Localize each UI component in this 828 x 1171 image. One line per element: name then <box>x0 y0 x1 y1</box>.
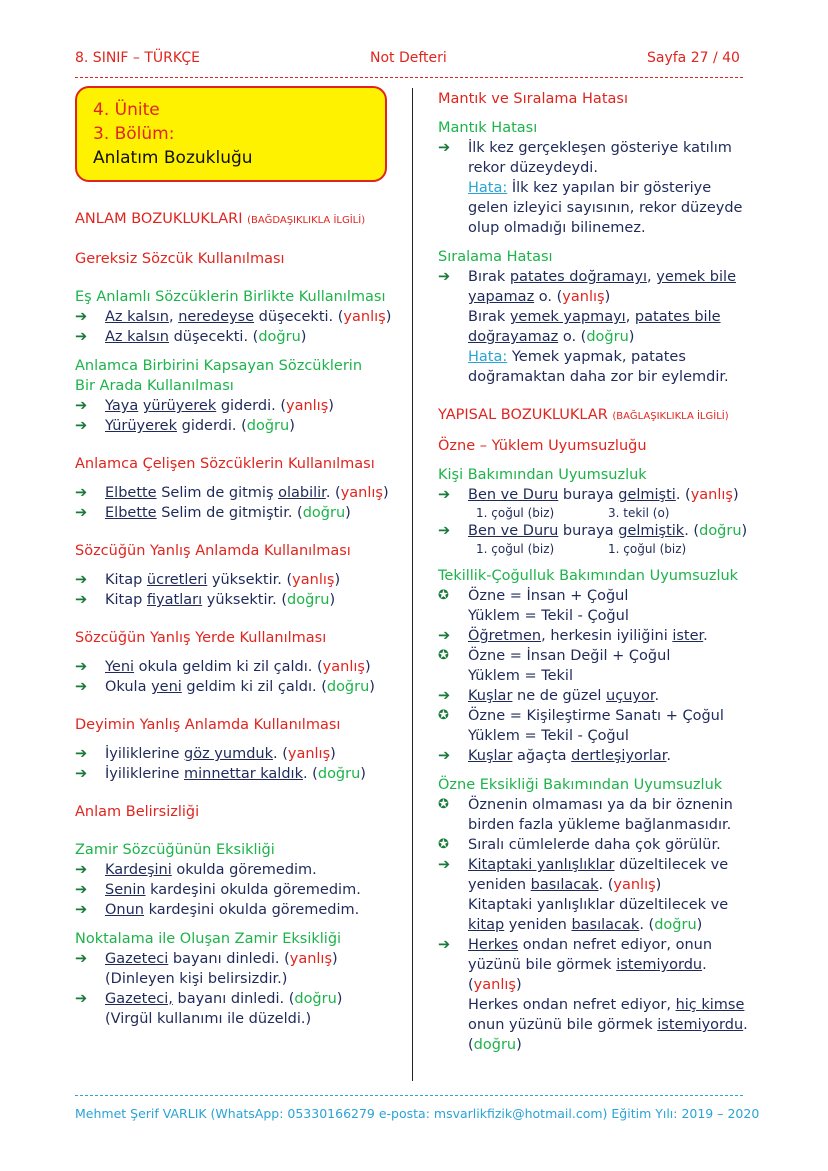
arrow-icon: ➔ <box>75 862 88 878</box>
arrow-icon: ➔ <box>438 269 451 285</box>
list-item: ➔ Senin kardeşini okulda göremedim. <box>75 882 361 898</box>
heading-gereksiz: Gereksiz Sözcük Kullanılması <box>75 251 285 267</box>
list-item: ➔ Gazeteci bayanı dinledi. (yanlış) (Dinleyen kişi belirsizdir.) <box>75 951 338 987</box>
arrow-icon: ➔ <box>438 487 451 503</box>
arrow-icon: ➔ <box>438 748 451 764</box>
heading-mantik-siralama: Mantık ve Sıralama Hatası <box>438 91 628 107</box>
list-item: ➔ Kitaptaki yanlışlıklar düzeltilecek ve yeniden basılacak. (yanlış) Kitaptaki yanlışlıklar düzeltilecek ve kitap yeniden basılacak. (doğru) <box>438 857 729 933</box>
list-item: ➔ Ben ve Duru buraya gelmiştik. (doğru) <box>438 523 748 539</box>
list-item: ➔ Yeni okula geldim ki zil çaldı. (yanlış) <box>75 659 371 675</box>
heading-deyim: Deyimin Yanlış Anlamda Kullanılması <box>75 717 341 733</box>
list-item: ➔ İyiliklerine minnettar kaldık. (doğru) <box>75 766 366 782</box>
heading-ozne-yuklem: Özne – Yüklem Uyumsuzluğu <box>438 438 647 454</box>
list-item: ➔ İlk kez gerçekleşen gösteriye katılım rekor düzeydeydi. Hata: İlk kez yapılan bir gösteriye gelen izleyici sayısının, rekor düzeyde olup olmadığı bilinemez. <box>438 140 743 236</box>
list-item: ➔ Bırak patates doğramayı, yemek bile yapamaz o. (yanlış) Bırak yemek yapmayı, patates bile doğrayamaz o. (doğru) Hata: Yemek yapmak, patates doğramaktan daha zor bir eylemdir. <box>438 269 736 385</box>
list-item: ➔ Az kalsın düşecekti. (doğru) <box>75 329 307 345</box>
list-item: ✪ Özne = İnsan + Çoğul Yüklem = Tekil - Çoğul <box>438 588 629 624</box>
star-icon: ✪ <box>438 708 449 723</box>
heading-yanlis-anlam: Sözcüğün Yanlış Anlamda Kullanılması <box>75 543 351 559</box>
list-item: ✪ Özne = Kişileştirme Sanatı + Çoğul Yüklem = Tekil - Çoğul <box>438 708 724 744</box>
list-item: ➔ Ben ve Duru buraya gelmişti. (yanlış) <box>438 487 739 503</box>
topic-title: Anlatım Bozukluğu <box>93 148 253 168</box>
section-title: 3. Bölüm: <box>93 124 175 144</box>
heading-celisen: Anlamca Çelişen Sözcüklerin Kullanılması <box>75 456 375 472</box>
arrow-icon: ➔ <box>75 679 88 695</box>
arrow-icon: ➔ <box>75 659 88 675</box>
subheading-kapsayan: Anlamca Birbirini Kapsayan Sözcüklerin Bir Arada Kullanılması <box>75 358 363 394</box>
arrow-icon: ➔ <box>75 485 88 501</box>
note-row: 1. çoğul (biz) 3. tekil (o) <box>476 506 670 520</box>
arrow-icon: ➔ <box>75 746 88 762</box>
arrow-icon: ➔ <box>75 766 88 782</box>
subheading-kisi: Kişi Bakımından Uyumsuzluk <box>438 467 647 483</box>
subheading-zamir: Zamir Sözcüğünün Eksikliği <box>75 842 275 858</box>
footer-text: Mehmet Şerif VARLIK (WhatsApp: 05330166279 e-posta: msvarlikfizik@hotmail.com) Eğitim Yılı: 2019 – 2020 <box>75 1106 760 1121</box>
unit-box <box>75 86 387 182</box>
list-item: ➔ İyiliklerine göz yumduk. (yanlış) <box>75 746 336 762</box>
list-item: ✪ Öznenin olmaması ya da bir öznenin birden fazla yükleme bağlanmasıdır. <box>438 797 733 833</box>
arrow-icon: ➔ <box>75 418 88 434</box>
arrow-icon: ➔ <box>75 398 88 414</box>
subheading-ozne-eksikligi: Özne Eksikliği Bakımından Uyumsuzluk <box>438 777 723 793</box>
arrow-icon: ➔ <box>438 628 451 644</box>
list-item: ✪ Sıralı cümlelerde daha çok görülür. <box>438 837 721 853</box>
right-column <box>438 89 748 1055</box>
arrow-icon: ➔ <box>438 688 451 704</box>
header-center: Not Defteri <box>370 50 447 66</box>
arrow-icon: ➔ <box>438 140 451 156</box>
arrow-icon: ➔ <box>438 937 451 953</box>
list-item: ➔ Elbette Selim de gitmiştir. (doğru) <box>75 505 351 521</box>
subheading-siralama: Sıralama Hatası <box>438 249 553 265</box>
note-row: 1. çoğul (biz) 1. çoğul (biz) <box>476 542 687 556</box>
subheading-es-anlamli: Eş Anlamlı Sözcüklerin Birlikte Kullanılması <box>75 289 386 305</box>
heading-yanlis-yer: Sözcüğün Yanlış Yerde Kullanılması <box>75 630 327 646</box>
unit-title: 4. Ünite <box>93 100 160 120</box>
list-item: ➔ Yürüyerek giderdi. (doğru) <box>75 418 295 434</box>
heading-belirsizlik: Anlam Belirsizliği <box>75 804 200 820</box>
header-divider <box>75 77 743 78</box>
main-heading: ANLAM BOZUKLUKLARI (BAĞDAŞIKLIKLA İLGİLİ) <box>75 211 366 227</box>
list-item: ➔ Kuşlar ne de güzel uçuyor. <box>438 688 660 704</box>
list-item: ➔ Gazeteci, bayanı dinledi. (doğru) (Virgül kullanımı ile düzeldi.) <box>75 991 343 1027</box>
list-item: ➔ Herkes ondan nefret ediyor, onun yüzünü bile görmek istemiyordu. (yanlış) Herkes ondan nefret ediyor, hiç kimse onun yüzünü bile görmek istemiyordu. (doğru) <box>438 937 748 1053</box>
header-left: 8. SINIF – TÜRKÇE <box>75 50 200 66</box>
arrow-icon: ➔ <box>75 309 88 325</box>
subheading-tekillik: Tekillik-Çoğulluk Bakımından Uyumsuzluk <box>438 568 739 584</box>
list-item: ➔ Öğretmen, herkesin iyiliğini ister. <box>438 628 708 644</box>
header-page: Sayfa 27 / 40 <box>647 50 740 66</box>
list-item: ✪ Özne = İnsan Değil + Çoğul Yüklem = Tekil <box>438 648 671 684</box>
list-item: ➔ Kitap ücretleri yüksektir. (yanlış) <box>75 572 341 588</box>
star-icon: ✪ <box>438 797 449 812</box>
list-item: ➔ Kuşlar ağaçta dertleşiyorlar. <box>438 748 672 764</box>
arrow-icon: ➔ <box>75 951 88 967</box>
footer-divider <box>75 1095 743 1096</box>
arrow-icon: ➔ <box>438 857 451 873</box>
list-item: ➔ Yaya yürüyerek giderdi. (yanlış) <box>75 398 334 414</box>
star-icon: ✪ <box>438 648 449 663</box>
left-column <box>75 209 405 1029</box>
list-item: ➔ Onun kardeşini okulda göremedim. <box>75 902 360 918</box>
list-item: ➔ Okula yeni geldim ki zil çaldı. (doğru) <box>75 679 375 695</box>
arrow-icon: ➔ <box>75 882 88 898</box>
list-item: ➔ Elbette Selim de gitmiş olabilir. (yanlış) <box>75 485 389 501</box>
star-icon: ✪ <box>438 588 449 603</box>
arrow-icon: ➔ <box>75 991 88 1007</box>
arrow-icon: ➔ <box>75 902 88 918</box>
column-divider <box>412 88 413 1081</box>
arrow-icon: ➔ <box>75 505 88 521</box>
arrow-icon: ➔ <box>75 329 88 345</box>
arrow-icon: ➔ <box>75 592 88 608</box>
list-item: ➔ Kitap fiyatları yüksektir. (doğru) <box>75 592 336 608</box>
list-item: ➔ Az kalsın, neredeyse düşecekti. (yanlış) <box>75 309 392 325</box>
list-item: ➔ Kardeşini okulda göremedim. <box>75 862 317 878</box>
subheading-noktalama: Noktalama ile Oluşan Zamir Eksikliği <box>75 931 342 947</box>
arrow-icon: ➔ <box>438 523 451 539</box>
arrow-icon: ➔ <box>75 572 88 588</box>
main-heading-yapisal: YAPISAL BOZUKLUKLAR (BAĞLAŞIKLIKLA İLGİLİ) <box>438 407 729 423</box>
subheading-mantik: Mantık Hatası <box>438 120 538 136</box>
star-icon: ✪ <box>438 837 449 852</box>
